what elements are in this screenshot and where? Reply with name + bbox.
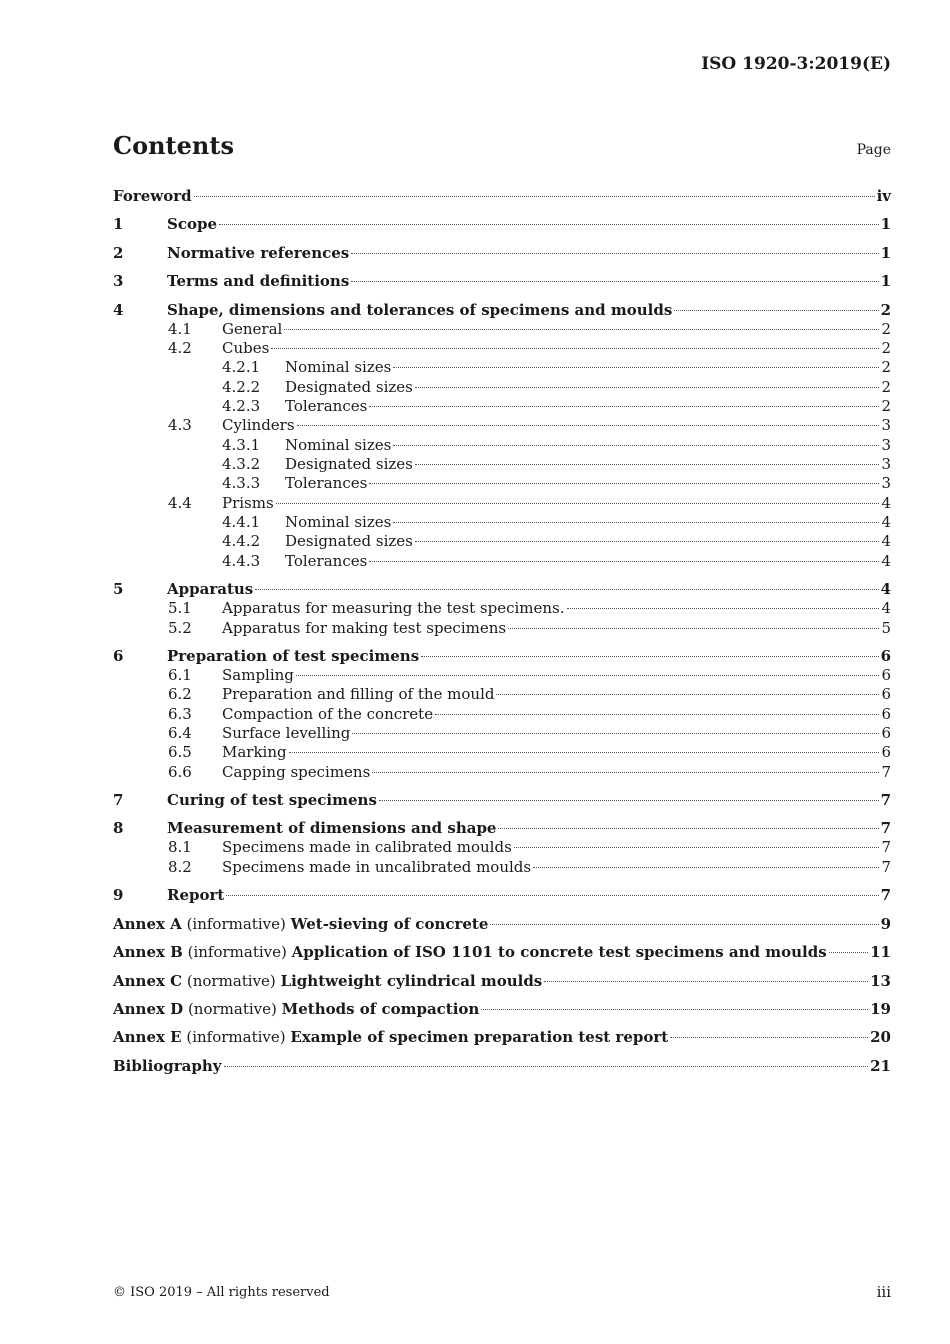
toc-entry-annex-title: Wet-sieving of concrete [290, 915, 489, 933]
toc-entry-title: Apparatus for measuring the test specimens. [222, 599, 565, 617]
toc-entry-number: 4.3.2 [222, 455, 261, 473]
toc-entry[interactable] [113, 580, 891, 599]
toc-entry-number: 4.4.1 [222, 513, 261, 531]
toc-entry-annex-title: Application of ISO 1101 to concrete test specimens and moulds [291, 943, 827, 961]
toc-dot-leader [369, 406, 879, 407]
toc-entry[interactable] [113, 187, 891, 206]
toc-dot-leader [435, 714, 879, 715]
toc-entry-title: Apparatus [167, 580, 254, 598]
toc-entry[interactable] [113, 358, 891, 377]
toc-entry-title: Designated sizes [285, 532, 413, 550]
toc-dot-leader [829, 952, 868, 953]
toc-entry-page: 7 [880, 791, 891, 809]
toc-entry-number: 4.3.1 [222, 436, 261, 454]
toc-dot-leader [289, 752, 880, 753]
toc-entry-number: 4.2.2 [222, 378, 261, 396]
toc-entry-title [113, 1028, 668, 1047]
toc-entry-number: 5.2 [168, 619, 192, 637]
toc-dot-leader [393, 445, 879, 446]
toc-dot-leader [284, 329, 879, 330]
toc-dot-leader [415, 464, 880, 465]
toc-dot-leader [226, 895, 878, 896]
toc-entry[interactable] [113, 943, 891, 962]
toc-dot-leader [296, 675, 880, 676]
toc-entry[interactable] [113, 724, 891, 743]
toc-entry-title [113, 187, 192, 206]
toc-dot-leader [224, 1066, 869, 1067]
toc-entry-page: 6 [881, 705, 891, 723]
toc-dot-leader [514, 847, 880, 848]
toc-entry-title: Scope [167, 215, 218, 233]
toc-dot-leader [194, 196, 875, 197]
toc-entry-page: 4 [881, 599, 891, 617]
toc-entry-page: 3 [881, 455, 891, 473]
toc-entry-title: Measurement of dimensions and shape [167, 819, 497, 837]
toc-dot-leader [498, 828, 878, 829]
toc-entry-page: 2 [881, 397, 891, 415]
toc-dot-leader [372, 772, 879, 773]
toc-dot-leader [481, 1009, 868, 1010]
toc-entry[interactable] [113, 819, 891, 838]
toc-entry-page: 6 [881, 685, 891, 703]
toc-entry[interactable] [113, 494, 891, 513]
toc-entry-page: 3 [881, 474, 891, 492]
toc-entry[interactable] [113, 378, 891, 397]
toc-entry-number: 4.4.2 [222, 532, 261, 550]
toc-entry-number: 4.4 [168, 494, 192, 512]
toc-entry-title: General [222, 320, 283, 338]
toc-entry-page: 3 [881, 436, 891, 454]
toc-entry-title: Specimens made in calibrated moulds [222, 838, 512, 856]
page-number: iii [876, 1283, 891, 1301]
toc-dot-leader [508, 628, 879, 629]
toc-entry-page: 19 [870, 1000, 891, 1018]
toc-entry-label: Bibliography [113, 1057, 222, 1075]
toc-entry[interactable] [113, 1000, 891, 1019]
toc-entry-number: 2 [113, 244, 124, 262]
toc-entry-label: Annex C [113, 972, 183, 990]
toc-entry-number: 6.1 [168, 666, 192, 684]
toc-entry[interactable] [113, 647, 891, 666]
toc-entry-label: Annex B [113, 943, 183, 961]
toc-dot-leader [351, 281, 878, 282]
toc-entry[interactable] [113, 474, 891, 493]
toc-entry-page: 1 [880, 272, 891, 290]
toc-entry[interactable] [113, 436, 891, 455]
toc-entry-annex-type: (normative) [182, 972, 281, 990]
toc-dot-leader [255, 589, 878, 590]
toc-dot-leader [352, 733, 879, 734]
toc-entry-page: 6 [881, 666, 891, 684]
toc-entry-title: Tolerances [285, 397, 368, 415]
toc-entry-title: Sampling [222, 666, 294, 684]
toc-entry-page: 7 [881, 838, 891, 856]
toc-entry-title: Tolerances [285, 552, 368, 570]
toc-entry-number: 4.3.3 [222, 474, 261, 492]
toc-entry-page: 21 [870, 1057, 891, 1075]
toc-entry-page: 4 [880, 580, 891, 598]
toc-entry-number: 8 [113, 819, 124, 837]
toc-entry-number: 9 [113, 886, 124, 904]
toc-entry-annex-title: Lightweight cylindrical moulds [280, 972, 543, 990]
toc-entry-number: 5 [113, 580, 124, 598]
toc-dot-leader [674, 310, 878, 311]
toc-entry-page: 7 [880, 819, 891, 837]
toc-entry-page: 2 [880, 301, 891, 319]
toc-entry-title: Compaction of the concrete [222, 705, 434, 723]
page-column-label: Page [856, 142, 891, 158]
toc-entry-page: 6 [880, 647, 891, 665]
toc-entry[interactable] [113, 619, 891, 638]
toc-entry-title [113, 943, 827, 962]
toc-entry-page: 1 [880, 244, 891, 262]
toc-dot-leader [670, 1037, 868, 1038]
toc-entry-page: iv [876, 187, 891, 205]
toc-dot-leader [271, 348, 879, 349]
toc-entry-annex-title: Example of specimen preparation test report [290, 1028, 669, 1046]
toc-entry-annex-type: (informative) [181, 915, 291, 933]
contents-title: Contents [113, 131, 234, 160]
toc-entry-title: Nominal sizes [285, 358, 392, 376]
toc-entry-title: Shape, dimensions and tolerances of specimens and moulds [167, 301, 673, 319]
toc-entry-page: 7 [881, 858, 891, 876]
toc-entry-page: 13 [870, 972, 891, 990]
toc-entry-title: Surface levelling [222, 724, 351, 742]
toc-entry-annex-type: (informative) [181, 1028, 291, 1046]
toc-entry-page: 6 [881, 724, 891, 742]
toc-entry-number: 4.1 [168, 320, 192, 338]
toc-entry-title: Designated sizes [285, 378, 413, 396]
toc-entry-label: Foreword [113, 187, 192, 205]
toc-entry-page: 2 [881, 358, 891, 376]
toc-dot-leader [351, 253, 878, 254]
toc-entry[interactable] [113, 858, 891, 877]
toc-entry-number: 5.1 [168, 599, 192, 617]
toc-dot-leader [415, 541, 880, 542]
toc-entry-number: 8.2 [168, 858, 192, 876]
toc-entry[interactable] [113, 301, 891, 320]
toc-entry[interactable] [113, 1028, 891, 1047]
toc-entry-label: Annex E [113, 1028, 182, 1046]
toc-entry-title [113, 972, 542, 991]
toc-dot-leader [544, 981, 868, 982]
toc-dot-leader [297, 425, 880, 426]
toc-entry-number: 7 [113, 791, 124, 809]
toc-entry[interactable] [113, 416, 891, 435]
toc-entry-title: Curing of test specimens [167, 791, 377, 809]
toc-entry-page: 4 [881, 513, 891, 531]
toc-dot-leader [393, 522, 879, 523]
toc-entry-title: Cylinders [222, 416, 295, 434]
toc-entry-page: 1 [880, 215, 891, 233]
toc-entry-title: Nominal sizes [285, 436, 392, 454]
toc-entry-annex-title: Methods of compaction [281, 1000, 480, 1018]
toc-entry-page: 9 [880, 915, 891, 933]
toc-entry-title: Report [167, 886, 225, 904]
toc-dot-leader [393, 367, 879, 368]
toc-entry[interactable] [113, 455, 891, 474]
toc-entry[interactable] [113, 763, 891, 782]
toc-entry-number: 6.6 [168, 763, 192, 781]
toc-entry-title: Apparatus for making test specimens [222, 619, 507, 637]
toc-entry-number: 6.5 [168, 743, 192, 761]
toc-entry-number: 4.2.1 [222, 358, 261, 376]
toc-entry-number: 3 [113, 272, 124, 290]
toc-entry-number: 6.4 [168, 724, 192, 742]
toc-dot-leader [276, 503, 880, 504]
toc-entry-title: Normative references [167, 244, 350, 262]
document-id: ISO 1920-3:2019(E) [701, 54, 891, 74]
toc-entry-page: 20 [870, 1028, 891, 1046]
toc-entry[interactable] [113, 599, 891, 618]
toc-entry-title: Specimens made in uncalibrated moulds [222, 858, 532, 876]
toc-entry[interactable] [113, 743, 891, 762]
toc-dot-leader [369, 483, 879, 484]
toc-entry-title: Nominal sizes [285, 513, 392, 531]
toc-entry-title [113, 1057, 222, 1076]
toc-entry-number: 8.1 [168, 838, 192, 856]
toc-entry-title: Cubes [222, 339, 270, 357]
toc-entry-number: 4 [113, 301, 124, 319]
toc-entry-page: 7 [881, 763, 891, 781]
toc-entry-number: 6 [113, 647, 124, 665]
copyright-notice: © ISO 2019 – All rights reserved [113, 1285, 330, 1300]
toc-entry-page: 2 [881, 339, 891, 357]
toc-entry[interactable] [113, 666, 891, 685]
toc-entry-annex-type: (normative) [183, 1000, 282, 1018]
toc-entry-title: Designated sizes [285, 455, 413, 473]
toc-entry[interactable] [113, 791, 891, 810]
toc-entry-title [113, 1000, 479, 1019]
toc-entry[interactable] [113, 915, 891, 934]
toc-entry[interactable] [113, 705, 891, 724]
toc-entry[interactable] [113, 513, 891, 532]
toc-entry-page: 7 [880, 886, 891, 904]
toc-entry[interactable] [113, 339, 891, 358]
toc-entry-page: 5 [881, 619, 891, 637]
toc-dot-leader [490, 924, 878, 925]
toc-dot-leader [533, 867, 879, 868]
toc-entry-title: Terms and definitions [167, 272, 350, 290]
toc-entry-title: Marking [222, 743, 287, 761]
toc-entry-page: 4 [881, 552, 891, 570]
toc-entry-title [113, 915, 488, 934]
toc-dot-leader [415, 387, 880, 388]
toc-entry[interactable] [113, 1057, 891, 1076]
toc-entry-label: Annex D [113, 1000, 184, 1018]
toc-entry-annex-type: (informative) [182, 943, 292, 961]
toc-entry-title: Preparation and filling of the mould [222, 685, 495, 703]
toc-entry-title: Capping specimens [222, 763, 371, 781]
toc-dot-leader [567, 608, 880, 609]
toc-entry-page: 3 [881, 416, 891, 434]
toc-dot-leader [496, 694, 879, 695]
toc-dot-leader [421, 656, 878, 657]
toc-entry[interactable] [113, 320, 891, 339]
toc-entry-number: 4.2 [168, 339, 192, 357]
toc-entry-page: 4 [881, 494, 891, 512]
toc-entry-number: 4.2.3 [222, 397, 261, 415]
toc-entry[interactable] [113, 272, 891, 291]
toc-entry[interactable] [113, 838, 891, 857]
toc-entry[interactable] [113, 685, 891, 704]
toc-entry-number: 1 [113, 215, 124, 233]
toc-entry-label: Annex A [113, 915, 182, 933]
toc-entry-number: 4.3 [168, 416, 192, 434]
toc-entry-page: 11 [870, 943, 891, 961]
toc-entry[interactable] [113, 886, 891, 905]
toc-entry-page: 2 [881, 320, 891, 338]
toc-entry[interactable] [113, 397, 891, 416]
toc-entry[interactable] [113, 972, 891, 991]
toc-entry-title: Tolerances [285, 474, 368, 492]
toc-entry-title: Preparation of test specimens [167, 647, 420, 665]
toc-entry-number: 4.4.3 [222, 552, 261, 570]
toc-entry-title: Prisms [222, 494, 274, 512]
toc-entry-page: 6 [881, 743, 891, 761]
toc-entry[interactable] [113, 215, 891, 234]
toc-dot-leader [369, 561, 879, 562]
toc-entry[interactable] [113, 552, 891, 571]
toc-entry-page: 4 [881, 532, 891, 550]
toc-entry[interactable] [113, 532, 891, 551]
toc-entry[interactable] [113, 244, 891, 263]
toc-entry-page: 2 [881, 378, 891, 396]
toc-dot-leader [219, 224, 879, 225]
toc-entry-number: 6.2 [168, 685, 192, 703]
toc-entry-number: 6.3 [168, 705, 192, 723]
toc-dot-leader [379, 800, 879, 801]
